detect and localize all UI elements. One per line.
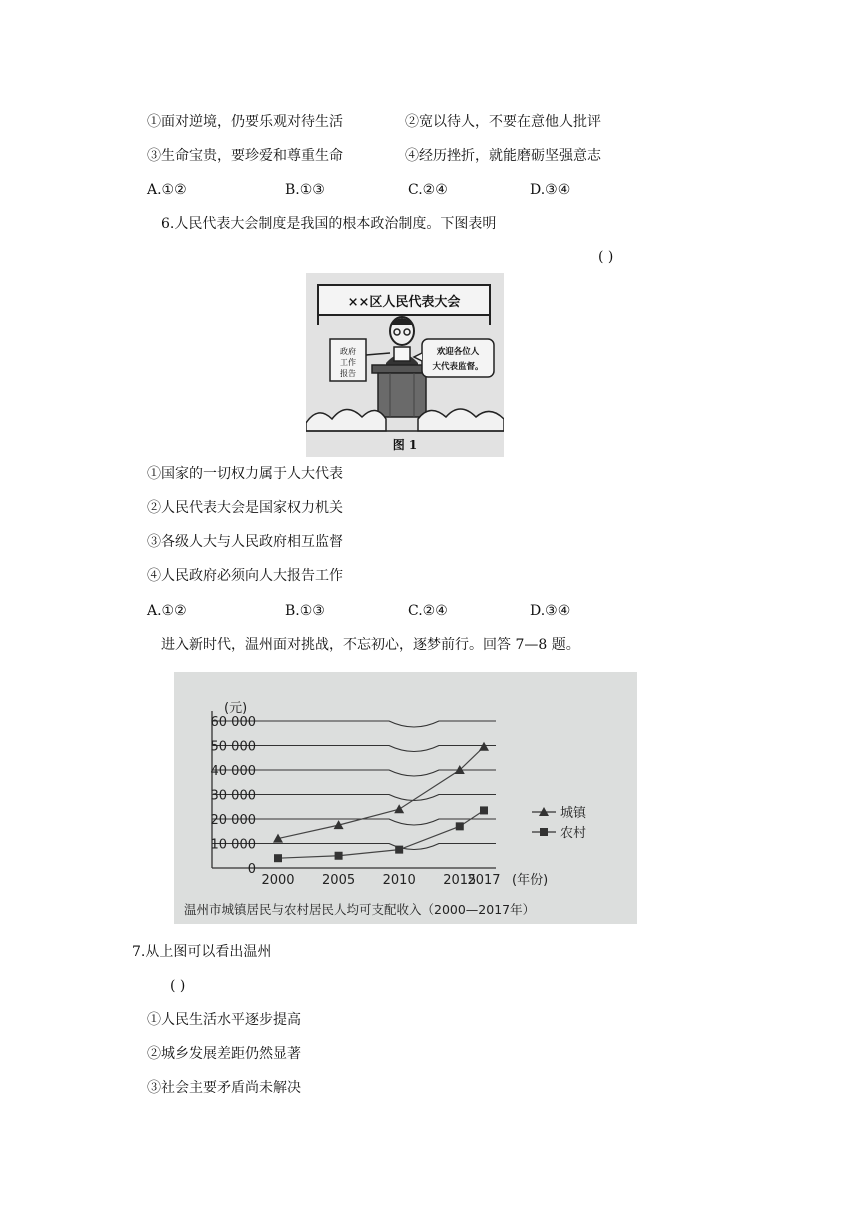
q6-stem: 6.人民代表大会制度是我国的根本政治制度。下图表明 — [161, 216, 497, 232]
point-农村 — [395, 846, 403, 854]
svg-text:工作: 工作 — [340, 358, 356, 367]
x-tick-label: 2017 — [467, 873, 501, 888]
q6-item-1: ①国家的一切权力属于人大代表 — [147, 466, 343, 482]
y-tick-label: 60 000 — [210, 715, 256, 730]
q7-item-1: ①人民生活水平逐步提高 — [147, 1012, 301, 1028]
y-tick-label: 20 000 — [210, 813, 256, 828]
legend-label: 农村 — [560, 826, 587, 841]
svg-text:欢迎各位人: 欢迎各位人 — [436, 347, 480, 357]
chart-title: 温州市城镇居民与农村居民人均可支配收入（2000—2017年） — [184, 902, 536, 917]
chart-y-label: (元) — [224, 701, 248, 716]
q6-choice-a: A.①② — [147, 603, 187, 619]
y-tick-label: 50 000 — [210, 739, 256, 755]
banner-text: ××区人民代表大会 — [347, 295, 461, 310]
svg-text:大代表监督。: 大代表监督。 — [432, 362, 484, 372]
svg-text:报告: 报告 — [340, 369, 356, 378]
point-农村 — [456, 822, 464, 830]
chart-x-label: (年份) — [512, 873, 549, 888]
q5-option-4: ④经历挫折，就能磨砺坚强意志 — [405, 148, 601, 164]
q6-item-3: ③各级人大与人民政府相互监督 — [147, 534, 343, 550]
x-tick-label: 2000 — [261, 873, 295, 888]
figure-1-cartoon — [306, 273, 504, 457]
q7-stem: 7.从上图可以看出温州 — [132, 944, 272, 960]
q5-option-1: ①面对逆境，仍要乐观对待生活 — [147, 114, 343, 130]
q5-choice-a: A.①② — [147, 182, 187, 198]
q5-option-2: ②宽以待人，不要在意他人批评 — [405, 114, 601, 130]
income-line-chart — [174, 672, 637, 924]
q6-item-2: ②人民代表大会是国家权力机关 — [147, 500, 343, 516]
q6-item-4: ④人民政府必须向人大报告工作 — [147, 568, 343, 584]
point-农村 — [335, 852, 343, 860]
q6-answer-paren: ( ) — [598, 249, 614, 265]
q5-option-3: ③生命宝贵，要珍爱和尊重生命 — [147, 148, 343, 164]
legend-marker-农村 — [540, 828, 548, 836]
y-tick-label: 30 000 — [210, 788, 256, 804]
q7-8-intro: 进入新时代，温州面对挑战，不忘初心，逐梦前行。回答 7—8 题。 — [161, 637, 580, 653]
svg-text:政府: 政府 — [340, 347, 356, 356]
x-tick-label: 2010 — [382, 873, 416, 888]
q7-item-2: ②城乡发展差距仍然显著 — [147, 1046, 301, 1062]
y-tick-label: 40 000 — [210, 764, 256, 779]
y-tick-label: 10 000 — [210, 837, 256, 853]
q6-choice-d: D.③④ — [530, 603, 571, 619]
figure-caption: 图 1 — [392, 438, 418, 452]
x-tick-label: 2005 — [322, 873, 356, 888]
point-农村 — [274, 854, 282, 862]
q6-choice-b: B.①③ — [285, 603, 325, 619]
legend-label: 城镇 — [560, 806, 587, 821]
q5-choice-b: B.①③ — [285, 182, 325, 198]
q5-choice-d: D.③④ — [530, 182, 571, 198]
q7-item-3: ③社会主要矛盾尚未解决 — [147, 1080, 301, 1096]
q5-choice-c: C.②④ — [408, 182, 448, 198]
x-tick-label: 2015 — [443, 873, 477, 888]
point-农村 — [480, 806, 488, 814]
q7-answer-paren: ( ) — [170, 978, 186, 994]
q6-choice-c: C.②④ — [408, 603, 448, 619]
y-tick-label: 0 — [247, 862, 256, 877]
